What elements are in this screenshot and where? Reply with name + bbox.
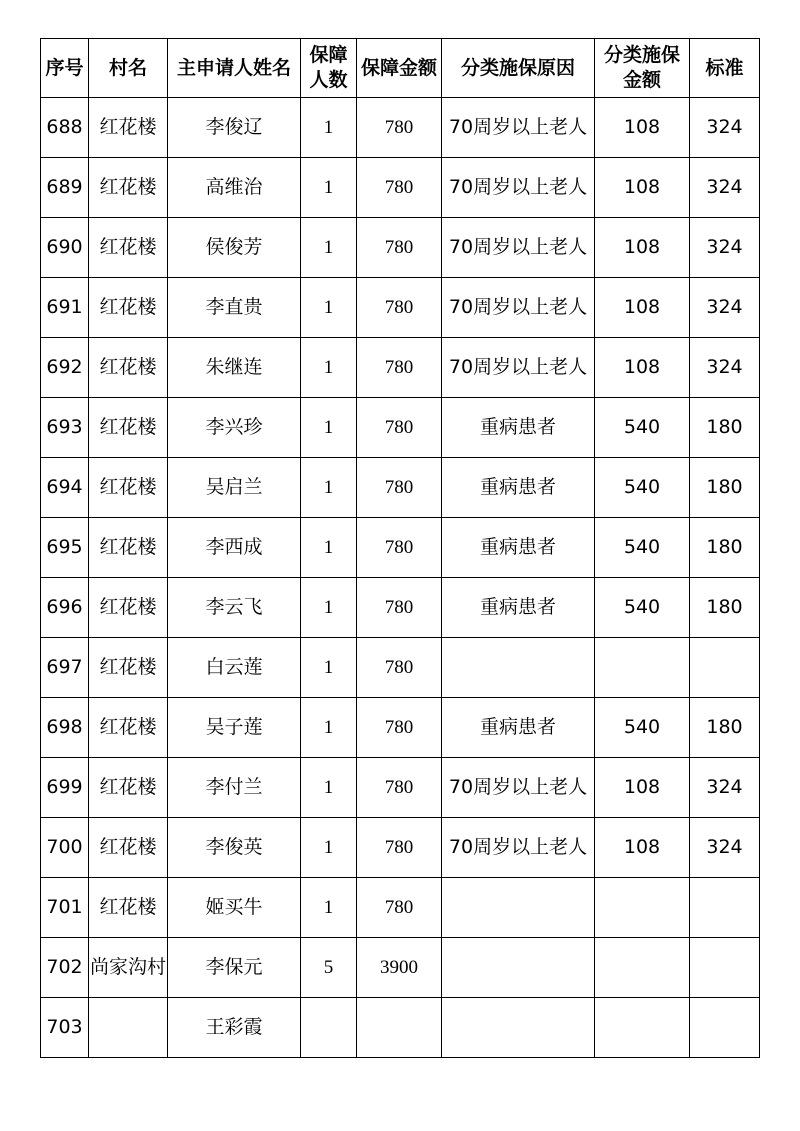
cell-reason: [442, 638, 595, 698]
cell-village: 红花楼: [89, 818, 168, 878]
cell-amount: 780: [357, 638, 442, 698]
cell-persons: 1: [301, 818, 357, 878]
header-village: 村名: [89, 39, 168, 98]
cell-reason: 重病患者: [442, 578, 595, 638]
table-row: [41, 218, 760, 278]
cell-seq: 700: [41, 818, 89, 878]
cell-amount: 780: [357, 338, 442, 398]
cell-applicant: 侯俊芳: [168, 218, 301, 278]
cell-persons: 5: [301, 938, 357, 998]
cell-standard: 180: [690, 398, 760, 458]
cell-reason: 重病患者: [442, 518, 595, 578]
cell-persons: 1: [301, 518, 357, 578]
table-row: [41, 998, 760, 1058]
cell-applicant: 李直贵: [168, 278, 301, 338]
cell-standard: 180: [690, 578, 760, 638]
cell-class-amount: [595, 998, 690, 1058]
cell-village: 红花楼: [89, 758, 168, 818]
cell-seq: 689: [41, 158, 89, 218]
cell-applicant: 吴启兰: [168, 458, 301, 518]
cell-class-amount: 108: [595, 278, 690, 338]
table-row: [41, 518, 760, 578]
cell-village: 红花楼: [89, 398, 168, 458]
cell-village: 红花楼: [89, 278, 168, 338]
cell-applicant: 高维治: [168, 158, 301, 218]
cell-applicant: 李保元: [168, 938, 301, 998]
cell-standard: [690, 638, 760, 698]
table-row: [41, 638, 760, 698]
table-row: [41, 458, 760, 518]
cell-reason: 70周岁以上老人: [442, 278, 595, 338]
cell-seq: 702: [41, 938, 89, 998]
cell-class-amount: [595, 938, 690, 998]
cell-persons: 1: [301, 278, 357, 338]
cell-applicant: 李付兰: [168, 758, 301, 818]
cell-applicant: 王彩霞: [168, 998, 301, 1058]
cell-applicant: 姬买牛: [168, 878, 301, 938]
table-row: [41, 338, 760, 398]
cell-standard: [690, 878, 760, 938]
table-row: [41, 758, 760, 818]
cell-applicant: 朱继连: [168, 338, 301, 398]
cell-reason: [442, 998, 595, 1058]
cell-amount: 780: [357, 518, 442, 578]
cell-village: 尚家沟村: [89, 938, 168, 998]
table-row: [41, 818, 760, 878]
table-row: [41, 938, 760, 998]
cell-seq: 695: [41, 518, 89, 578]
cell-seq: 691: [41, 278, 89, 338]
table-row: [41, 278, 760, 338]
cell-reason: 70周岁以上老人: [442, 218, 595, 278]
cell-class-amount: 540: [595, 698, 690, 758]
header-amount: 保障金额: [357, 39, 442, 98]
cell-class-amount: 108: [595, 218, 690, 278]
cell-village: 红花楼: [89, 878, 168, 938]
cell-seq: 694: [41, 458, 89, 518]
cell-seq: 698: [41, 698, 89, 758]
cell-amount: 780: [357, 98, 442, 158]
cell-class-amount: 108: [595, 338, 690, 398]
cell-amount: 780: [357, 698, 442, 758]
cell-seq: 690: [41, 218, 89, 278]
cell-seq: 688: [41, 98, 89, 158]
cell-seq: 703: [41, 998, 89, 1058]
cell-village: 红花楼: [89, 338, 168, 398]
cell-applicant: 李兴珍: [168, 398, 301, 458]
cell-applicant: 李云飞: [168, 578, 301, 638]
cell-standard: 324: [690, 758, 760, 818]
cell-standard: 324: [690, 218, 760, 278]
cell-standard: 324: [690, 158, 760, 218]
cell-amount: 780: [357, 398, 442, 458]
cell-persons: 1: [301, 98, 357, 158]
cell-standard: 180: [690, 698, 760, 758]
cell-reason: 重病患者: [442, 458, 595, 518]
cell-class-amount: [595, 638, 690, 698]
cell-amount: 780: [357, 458, 442, 518]
table-row: [41, 878, 760, 938]
header-class-amount: 分类施保金额: [595, 39, 690, 98]
cell-village: 红花楼: [89, 698, 168, 758]
cell-standard: 324: [690, 278, 760, 338]
cell-standard: 324: [690, 818, 760, 878]
cell-persons: 1: [301, 578, 357, 638]
cell-reason: 70周岁以上老人: [442, 758, 595, 818]
header-persons: 保障人数: [301, 39, 357, 98]
cell-village: 红花楼: [89, 218, 168, 278]
cell-class-amount: 108: [595, 818, 690, 878]
cell-reason: 70周岁以上老人: [442, 818, 595, 878]
table-row: [41, 98, 760, 158]
table-row: [41, 158, 760, 218]
cell-village: [89, 998, 168, 1058]
table-row: [41, 398, 760, 458]
assistance-table: [40, 38, 760, 1058]
cell-persons: 1: [301, 218, 357, 278]
cell-class-amount: 540: [595, 398, 690, 458]
header-applicant: 主申请人姓名: [168, 39, 301, 98]
cell-applicant: 李西成: [168, 518, 301, 578]
cell-persons: 1: [301, 638, 357, 698]
header-seq: 序号: [41, 39, 89, 98]
cell-persons: 1: [301, 698, 357, 758]
cell-persons: 1: [301, 158, 357, 218]
cell-seq: 692: [41, 338, 89, 398]
cell-village: 红花楼: [89, 638, 168, 698]
cell-reason: [442, 938, 595, 998]
cell-class-amount: 540: [595, 518, 690, 578]
header-row: [41, 39, 760, 98]
cell-amount: 780: [357, 278, 442, 338]
header-standard: 标准: [690, 39, 760, 98]
cell-seq: 693: [41, 398, 89, 458]
cell-amount: 780: [357, 878, 442, 938]
cell-reason: 重病患者: [442, 698, 595, 758]
cell-standard: 180: [690, 458, 760, 518]
cell-persons: [301, 998, 357, 1058]
table-row: [41, 578, 760, 638]
cell-seq: 697: [41, 638, 89, 698]
cell-persons: 1: [301, 338, 357, 398]
cell-village: 红花楼: [89, 98, 168, 158]
cell-standard: 180: [690, 518, 760, 578]
cell-reason: 70周岁以上老人: [442, 338, 595, 398]
cell-reason: 70周岁以上老人: [442, 158, 595, 218]
cell-class-amount: 540: [595, 578, 690, 638]
cell-standard: 324: [690, 98, 760, 158]
cell-class-amount: 108: [595, 758, 690, 818]
cell-class-amount: 108: [595, 158, 690, 218]
cell-village: 红花楼: [89, 518, 168, 578]
cell-class-amount: 108: [595, 98, 690, 158]
cell-amount: 780: [357, 578, 442, 638]
cell-amount: 3900: [357, 938, 442, 998]
cell-persons: 1: [301, 878, 357, 938]
cell-amount: 780: [357, 158, 442, 218]
cell-seq: 701: [41, 878, 89, 938]
cell-reason: 重病患者: [442, 398, 595, 458]
cell-persons: 1: [301, 458, 357, 518]
table-body: [41, 98, 760, 1058]
cell-applicant: 吴子莲: [168, 698, 301, 758]
cell-applicant: 白云莲: [168, 638, 301, 698]
cell-standard: 324: [690, 338, 760, 398]
cell-amount: [357, 998, 442, 1058]
header-reason: 分类施保原因: [442, 39, 595, 98]
cell-applicant: 李俊英: [168, 818, 301, 878]
cell-persons: 1: [301, 758, 357, 818]
cell-amount: 780: [357, 818, 442, 878]
cell-standard: [690, 938, 760, 998]
cell-standard: [690, 998, 760, 1058]
cell-amount: 780: [357, 758, 442, 818]
cell-reason: [442, 878, 595, 938]
cell-applicant: 李俊辽: [168, 98, 301, 158]
cell-village: 红花楼: [89, 458, 168, 518]
table-row: [41, 698, 760, 758]
cell-seq: 696: [41, 578, 89, 638]
cell-amount: 780: [357, 218, 442, 278]
cell-village: 红花楼: [89, 158, 168, 218]
cell-village: 红花楼: [89, 578, 168, 638]
cell-class-amount: [595, 878, 690, 938]
cell-persons: 1: [301, 398, 357, 458]
cell-seq: 699: [41, 758, 89, 818]
cell-class-amount: 540: [595, 458, 690, 518]
cell-reason: 70周岁以上老人: [442, 98, 595, 158]
